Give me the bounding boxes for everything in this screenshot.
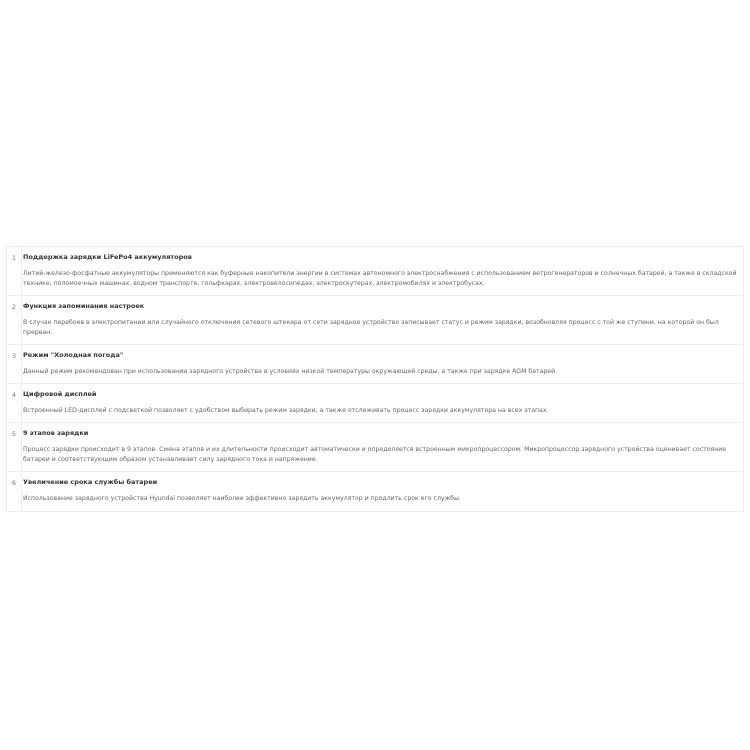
feature-content: [22, 472, 743, 511]
feature-title: Цифровой дисплей: [23, 390, 97, 398]
feature-title: Режим "Холодная погода": [23, 351, 124, 359]
feature-description: Использование зарядного устройства Hyundai позволяет наиболее эффективно зарядить аккумулятор и продлить срок его службы.: [23, 495, 461, 502]
feature-number: 5: [7, 423, 22, 471]
feature-description: Встроенный LED-дисплей с подсветкой позволяет с удобством выбирать режим зарядки, а также отслеживать процесс зарядки аккумулятора на всех этапах.: [23, 407, 549, 414]
feature-content: [22, 345, 743, 383]
feature-title: Увеличение срока службы батареи: [23, 478, 158, 486]
feature-description: В случае перебоев в электропитании или случайного отключения сетевого штекера от сети зарядное устройство записывает статус и режим зарядки, возобновляя процесс с той же ступени, на которой он был прерван.: [23, 319, 719, 336]
feature-row: [7, 423, 743, 472]
feature-description: Данный режим рекомендован при использовании зарядного устройства в условиях низкой температуры окружающей среды, а также при зарядке AGM батарей.: [23, 368, 558, 375]
feature-number: 1: [7, 247, 22, 295]
feature-title: Поддержка зарядки LiFePo4 аккумуляторов: [23, 253, 192, 261]
feature-row: [7, 296, 743, 345]
feature-number: 4: [7, 384, 22, 422]
feature-description: Литий-железо-фосфатные аккумуляторы применяются как буферные накопители энергии в системах автономного электроснабжения с использованием ветрогенераторов и солнечных батарей, а также в складской технике, поломоечных машинах, водном транспорте, гольфкарах, электровелосипедах, электроскутерах, электромобилях и электробусах.: [23, 270, 737, 287]
feature-content: [22, 384, 743, 422]
feature-row: [7, 384, 743, 423]
features-table: [6, 246, 744, 512]
feature-content: [22, 296, 743, 344]
feature-row: [7, 247, 743, 296]
feature-content: [22, 247, 743, 295]
feature-row: [7, 345, 743, 384]
feature-description: Процесс зарядки происходит в 9 этапов. Смена этапов и их длительности происходит автоматически и определяется встроенным микропроцессором. Микропроцессор зарядного устройства оценивает состояние батареи и соответствующим образом устанавливает силу зарядного тока и напряжение.: [23, 446, 727, 463]
feature-title: Функция запоминания настроек: [23, 302, 145, 310]
feature-content: [22, 423, 743, 471]
feature-number: 3: [7, 345, 22, 383]
feature-title: 9 этапов зарядки: [23, 429, 89, 437]
feature-row: [7, 472, 743, 511]
feature-number: 6: [7, 472, 22, 511]
feature-number: 2: [7, 296, 22, 344]
